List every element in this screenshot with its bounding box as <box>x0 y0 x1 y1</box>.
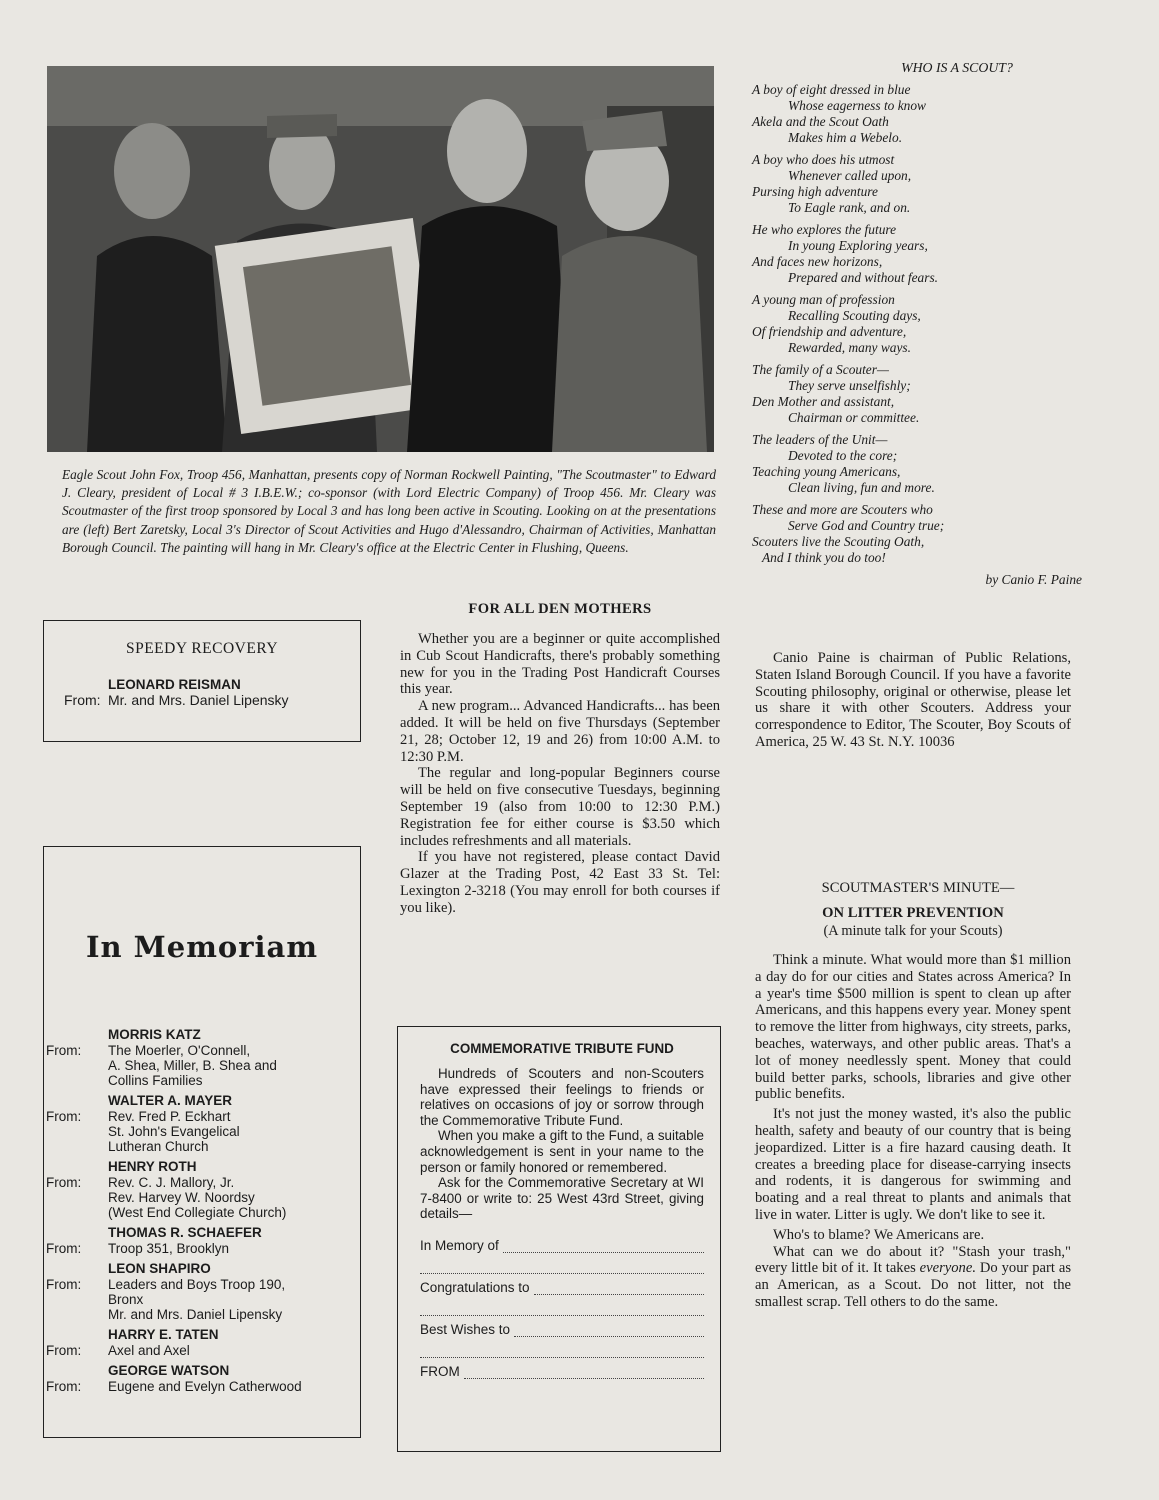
poem-line: To Eagle rank, and on. <box>788 200 911 215</box>
memoriam-from-label <box>44 1307 108 1322</box>
memoriam-donor: Rev. Fred P. Eckhart <box>108 1109 231 1124</box>
memoriam-donor: Rev. Harvey W. Noordsy <box>108 1190 255 1205</box>
memoriam-entry <box>44 1159 360 1220</box>
poem-line: Teaching young Americans, <box>752 464 901 479</box>
den-paragraph: Whether you are a beginner or quite accomplished in Cub Scout Handicrafts, there's probably something new for you in the Trading Post Handicraft Courses this year. <box>400 631 720 698</box>
form-row-wishes[interactable] <box>420 1316 704 1337</box>
memoriam-donor: Mr. and Mrs. Daniel Lipensky <box>108 1307 283 1322</box>
memoriam-entry <box>44 1363 360 1394</box>
poem-line: In young Exploring years, <box>788 238 928 253</box>
form-label-congrats: Congratulations to <box>420 1279 530 1295</box>
memoriam-donor: Collins Families <box>108 1073 203 1088</box>
memoriam-honoree: GEORGE WATSON <box>108 1363 230 1378</box>
tribute-fund-box <box>397 1026 721 1452</box>
poem-line: And I think you do too! <box>762 550 886 565</box>
memoriam-honoree: MORRIS KATZ <box>108 1027 201 1042</box>
poem-title: WHO IS A SCOUT? <box>901 60 1013 75</box>
poem-line: Rewarded, many ways. <box>788 340 911 355</box>
memoriam-honoree: HARRY E. TATEN <box>108 1327 219 1342</box>
den-mothers-article <box>400 601 720 917</box>
memoriam-entry <box>44 1027 360 1088</box>
poem-line: The family of a Scouter— <box>752 362 889 377</box>
memoriam-from-label: From: <box>46 1379 82 1394</box>
memoriam-entry <box>44 1327 360 1358</box>
poem-line: And faces new horizons, <box>752 254 883 269</box>
poem-line: Whenever called upon, <box>788 168 912 183</box>
minute-paragraph: Think a minute. What would more than $1 million a day do for our cities and States across America? In a year's time $500 million is spent to clean up after Americans, and this happens every year. Money spent to remove the litter from highways, city streets, parks, beaches, waterways, and other public areas. That's a lot of money needlessly spent. Money that could build better parks, schools, libraries and give other public benefits. <box>755 952 1071 1103</box>
memoriam-donor: Rev. C. J. Mallory, Jr. <box>108 1175 235 1190</box>
poem-stanza <box>752 82 1082 146</box>
poem-stanza <box>752 432 1082 496</box>
memoriam-list <box>44 1027 360 1394</box>
memoriam-donor: Eugene and Evelyn Catherwood <box>108 1379 302 1394</box>
memoriam-from-label <box>44 1139 108 1154</box>
memoriam-honoree: WALTER A. MAYER <box>108 1093 233 1108</box>
memoriam-entry <box>44 1225 360 1256</box>
den-paragraph: A new program... Advanced Handicrafts... has been added. It will be held on five Thursdays (September 21, 28; October 12, 19 and 26) from 10:00 A.M. to 12:30 P.M. <box>400 698 720 765</box>
poem-line: Makes him a Webelo. <box>788 130 903 145</box>
form-label-wishes: Best Wishes to <box>420 1321 511 1337</box>
form-blank-line[interactable] <box>420 1295 704 1316</box>
poem-line: Whose eagerness to know <box>788 98 926 113</box>
memoriam-donor: A. Shea, Miller, B. Shea and <box>108 1058 277 1073</box>
tribute-paragraph: When you make a gift to the Fund, a suitable acknowledgement is sent in your name to the person or family honored or remembered. <box>420 1128 704 1175</box>
memoriam-honoree: LEON SHAPIRO <box>108 1261 211 1276</box>
memoriam-from-label <box>44 1073 108 1088</box>
memoriam-from-label: From: <box>46 1109 82 1124</box>
minute-title: ON LITTER PREVENTION <box>822 905 1004 921</box>
poem-line: Prepared and without fears. <box>788 270 939 285</box>
memoriam-honoree: THOMAS R. SCHAEFER <box>108 1225 262 1240</box>
minute-subtitle: (A minute talk for your Scouts) <box>823 923 1003 939</box>
den-paragraph: If you have not registered, please contact David Glazer at the Trading Post, 42 East 33 St. Tel: Lexington 2-3218 (You may enroll for both courses if you like). <box>400 849 720 916</box>
memoriam-from-label: From: <box>46 1043 82 1058</box>
memoriam-donor: The Moerler, O'Connell, <box>108 1043 251 1058</box>
memoriam-donor: Lutheran Church <box>108 1139 209 1154</box>
memoriam-from-label <box>44 1205 108 1220</box>
tribute-form <box>420 1232 704 1379</box>
poem-line: Chairman or committee. <box>788 410 920 425</box>
minute-paragraph: It's not just the money wasted, it's also the public health, safety and beauty of our country that is being jeopardized. Litter is a fire hazard causing death. It creates a breeding place for disease-carrying insects and rodents, it is dangerous for swimming and boating and a real threat to plants and animals that live in water. Litter is ugly. We don't like to see it. <box>755 1106 1071 1223</box>
memoriam-entry <box>44 1093 360 1154</box>
memoriam-donor: St. John's Evangelical <box>108 1124 240 1139</box>
poem-line: Clean living, fun and more. <box>788 480 935 495</box>
speedy-from: Mr. and Mrs. Daniel Lipensky <box>108 692 289 708</box>
poem-line: Of friendship and adventure, <box>752 324 907 339</box>
memoriam-from-label <box>44 1124 108 1139</box>
memoriam-from-label: From: <box>46 1277 82 1292</box>
den-paragraph: The regular and long-popular Beginners course will be held on five consecutive Tuesdays, beginning September 19 (also from 10:00 to 12:30 P.M.) Registration fee for either course is $3.50 which includes refreshments and all materials. <box>400 765 720 849</box>
poem-stanza <box>752 152 1082 216</box>
poem-line: Den Mother and assistant, <box>752 394 895 409</box>
poem-line: A boy who does his utmost <box>752 152 895 167</box>
memoriam-donor: Leaders and Boys Troop 190, <box>108 1277 286 1292</box>
photo-illustration <box>47 66 714 452</box>
speedy-from-label: From: <box>64 692 101 708</box>
memoriam-from-label: From: <box>46 1241 82 1256</box>
speedy-name: LEONARD REISMAN <box>108 677 241 692</box>
poem-line: Akela and the Scout Oath <box>752 114 889 129</box>
tribute-paragraph: Ask for the Commemorative Secretary at WI 7-8400 or write to: 25 West 43rd Street, giving details— <box>420 1175 704 1222</box>
speedy-title: SPEEDY RECOVERY <box>125 640 279 657</box>
poem-line: A young man of profession <box>752 292 895 307</box>
poem-stanza <box>752 502 1082 566</box>
memoriam-from-label <box>44 1190 108 1205</box>
memoriam-donor: (West End Collegiate Church) <box>108 1205 287 1220</box>
form-label-from: FROM <box>420 1363 460 1379</box>
memoriam-donor: Axel and Axel <box>108 1343 190 1358</box>
form-row-memory[interactable] <box>420 1232 704 1253</box>
poem-line: They serve unselfishly; <box>788 378 911 393</box>
poem-line: A boy of eight dressed in blue <box>752 82 911 97</box>
form-blank-line[interactable] <box>420 1253 704 1274</box>
poem-line: Scouters live the Scouting Oath, <box>752 534 925 549</box>
minute-emphasis: everyone. <box>919 1260 976 1277</box>
scoutmasters-minute <box>755 880 1071 1311</box>
minute-kicker: SCOUTMASTER'S MINUTE— <box>821 880 1015 896</box>
poem-line: He who explores the future <box>752 222 897 237</box>
poem-line: Pursing high adventure <box>752 184 878 199</box>
minute-paragraph: Who's to blame? We Americans are. <box>773 1226 985 1243</box>
memoriam-donor: Troop 351, Brooklyn <box>108 1241 230 1256</box>
author-note-text: Canio Paine is chairman of Public Relations, Staten Island Borough Council. If you have a favorite Scouting philosophy, original or otherwise, please let us share it with other Scouters. Address your correspondence to Editor, The Scouter, Boy Scouts of America, 25 W. 43 St. N.Y. 10036 <box>755 650 1071 750</box>
den-title: FOR ALL DEN MOTHERS <box>468 601 652 617</box>
form-label-memory: In Memory of <box>420 1237 499 1253</box>
poem-line: Serve God and Country true; <box>788 518 945 533</box>
who-is-a-scout-poem <box>752 60 1082 588</box>
poem-stanzas <box>752 82 1082 566</box>
poem-line: The leaders of the Unit— <box>752 432 888 447</box>
poem-stanza <box>752 362 1082 426</box>
tribute-title: COMMEMORATIVE TRIBUTE FUND <box>450 1041 674 1056</box>
photo-caption: Eagle Scout John Fox, Troop 456, Manhattan, presents copy of Norman Rockwell Painting, "The Scoutmaster" to Edward J. Cleary, president of Local # 3 I.B.E.W.; co-sponsor (with Lord Electric Company) of Troop 456. Mr. Cleary was Scoutmaster of the first troop sponsored by Local 3 and has long been active in Scouting. Looking on at the presentations are (left) Bert Zaretsky, Local 3's Director of Scout Activities and Hugo d'Alessandro, Chairman of Activities, Manhattan Borough Council. The painting will hang in Mr. Cleary's office at the Electric Center in Flushing, Queens. <box>62 467 716 555</box>
in-memoriam-box <box>43 846 361 1438</box>
minute-paragraph <box>755 1244 1071 1311</box>
memoriam-donor: Bronx <box>108 1292 144 1307</box>
speedy-recovery-box <box>43 620 361 742</box>
presentation-photo <box>47 66 714 452</box>
memoriam-from-label <box>44 1292 108 1307</box>
poem-line: These and more are Scouters who <box>752 502 933 517</box>
poem-stanza <box>752 222 1082 286</box>
minute-text: Do your part as an American, as a Scout. Do not litter, not the smallest scrap. Tell others to do the same. <box>755 1260 1072 1310</box>
form-blank-line[interactable] <box>420 1337 704 1358</box>
poem-line: Recalling Scouting days, <box>788 308 921 323</box>
minute-text: What can we do about it? "Stash your trash," every little bit of it. It takes <box>755 1243 1071 1277</box>
memoriam-entry <box>44 1261 360 1322</box>
memoriam-from-label: From: <box>46 1343 82 1358</box>
form-row-congrats[interactable] <box>420 1274 704 1295</box>
tribute-paragraph: Hundreds of Scouters and non-Scouters have expressed their feelings to friends or relatives on occasions of joy or sorrow through the Commemorative Tribute Fund. <box>420 1066 704 1128</box>
memoriam-honoree: HENRY ROTH <box>108 1159 197 1174</box>
memoriam-from-label <box>44 1058 108 1073</box>
author-note <box>755 650 1071 751</box>
form-row-from[interactable] <box>420 1358 704 1379</box>
poem-stanza <box>752 292 1082 356</box>
poem-byline: by Canio F. Paine <box>985 572 1082 587</box>
poem-line: Devoted to the core; <box>788 448 898 463</box>
memoriam-title: In Memoriam <box>85 930 319 964</box>
memoriam-from-label: From: <box>46 1175 82 1190</box>
